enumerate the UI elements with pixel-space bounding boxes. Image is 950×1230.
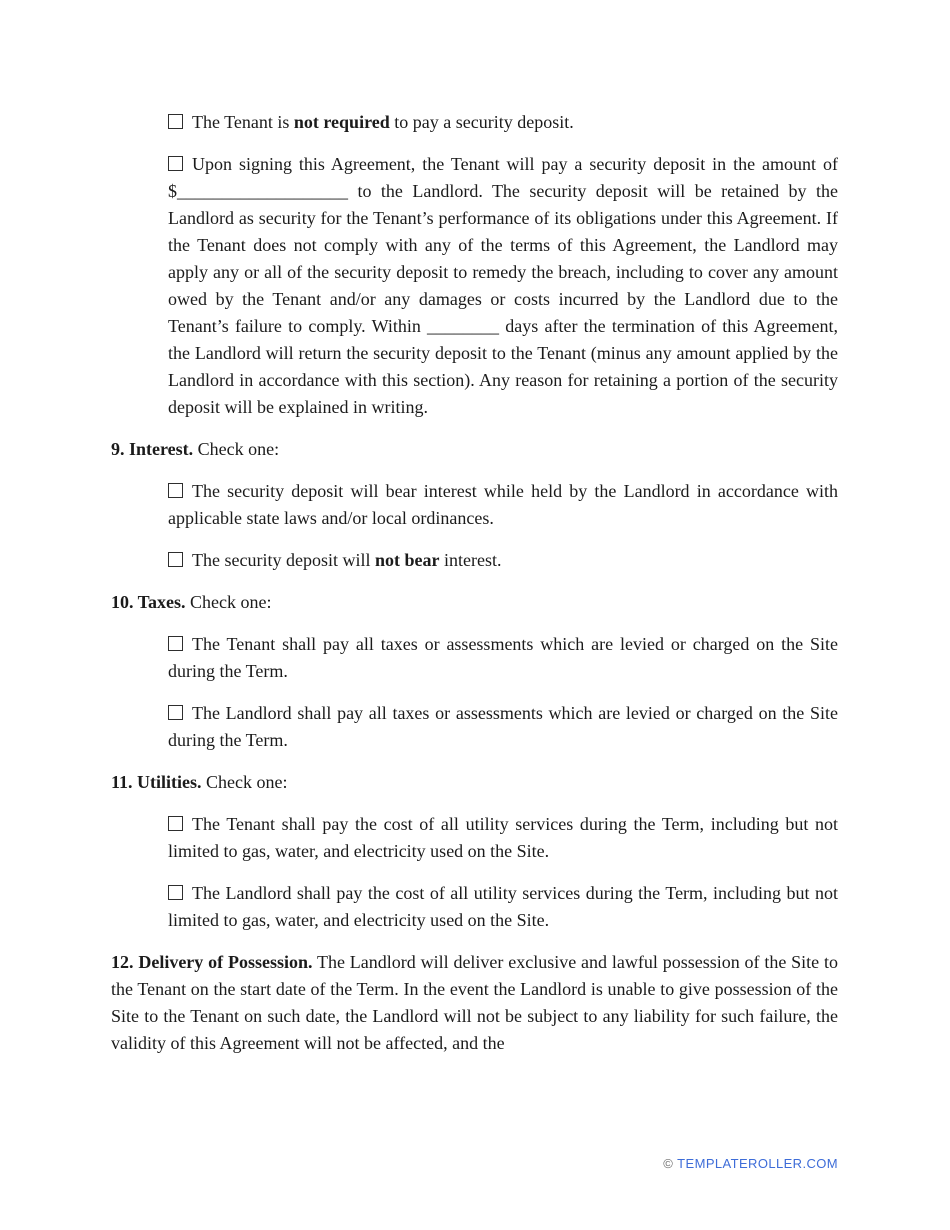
checkbox-unchecked[interactable] (168, 636, 183, 651)
checkbox-unchecked[interactable] (168, 114, 183, 129)
clause-interest-not-bear (168, 547, 838, 574)
text-run: The Tenant shall pay the cost of all utility services during the Term, including but not limited to gas, water, and electricity used on the Site. (168, 814, 838, 861)
section-9-interest (111, 436, 838, 463)
checkbox-unchecked[interactable] (168, 552, 183, 567)
clause-no-security-deposit (168, 109, 838, 136)
text-run: Check one: (201, 772, 288, 792)
clause-interest-bear (168, 478, 838, 532)
text-run: The Tenant shall pay all taxes or assessments which are levied or charged on the Site during the Term. (168, 634, 838, 681)
text-run: The Landlord will deliver exclusive and lawful possession of the Site to the Tenant on the start date of the Term. In the event the Landlord is unable to give possession of the Site to the Tenant on such date, the Landlord will not be subject to any liability for such failure, the validity of this Agreement will not be affected, and the (111, 952, 839, 1053)
clause-utilities-tenant (168, 811, 838, 865)
section-11-utilities (111, 769, 838, 796)
text-run: Upon signing this Agreement, the Tenant will pay a security deposit in the amount of $___________________ to the Landlord. The security deposit will be retained by the Landlord as security for the Tenant’s performance of its obligations under this Agreement. If the Tenant does not comply with any of the terms of this Agreement, the Landlord may apply any or all of the security deposit to remedy the breach, including to cover any amount owed by the Tenant and/or any damages or costs incurred by the Landlord due to the Tenant’s failure to comply. Within ________ days after the termination of this Agreement, the Landlord will return the security deposit to the Tenant (minus any amount applied by the Landlord in accordance with this section). Any reason for retaining a portion of the security deposit will be explained in writing. (168, 154, 838, 417)
bold-text: 9. Interest. (111, 439, 194, 459)
clause-taxes-tenant (168, 631, 838, 685)
bold-text: 10. Taxes. (111, 592, 186, 612)
checkbox-unchecked[interactable] (168, 885, 183, 900)
text-run: interest. (439, 550, 502, 570)
checkbox-unchecked[interactable] (168, 156, 183, 171)
checkbox-unchecked[interactable] (168, 705, 183, 720)
text-run: The security deposit will (192, 550, 375, 570)
text-run: The security deposit will bear interest while held by the Landlord in accordance with applicable state laws and/or local ordinances. (168, 481, 838, 528)
document-body (111, 109, 838, 1057)
bold-text: 12. Delivery of Possession. (111, 952, 313, 972)
bold-text: 11. Utilities. (111, 772, 202, 792)
clause-taxes-landlord (168, 700, 838, 754)
clause-utilities-landlord (168, 880, 838, 934)
section-12-delivery-of-possession (111, 949, 838, 1057)
page-footer (663, 1156, 838, 1172)
text-run: Check one: (185, 592, 272, 612)
copyright-symbol: © (663, 1156, 674, 1171)
templateroller-link[interactable]: TEMPLATEROLLER.COM (677, 1156, 838, 1171)
text-run: The Tenant is (192, 112, 294, 132)
bold-text: not bear (374, 550, 440, 570)
text-run: The Landlord shall pay all taxes or assessments which are levied or charged on the Site during the Term. (168, 703, 838, 750)
text-run: to pay a security deposit. (389, 112, 574, 132)
section-10-taxes (111, 589, 838, 616)
text-run: The Landlord shall pay the cost of all utility services during the Term, including but not limited to gas, water, and electricity used on the Site. (168, 883, 838, 930)
clause-security-deposit-amount (168, 151, 838, 421)
text-run: Check one: (193, 439, 280, 459)
bold-text: not required (293, 112, 390, 132)
checkbox-unchecked[interactable] (168, 816, 183, 831)
checkbox-unchecked[interactable] (168, 483, 183, 498)
